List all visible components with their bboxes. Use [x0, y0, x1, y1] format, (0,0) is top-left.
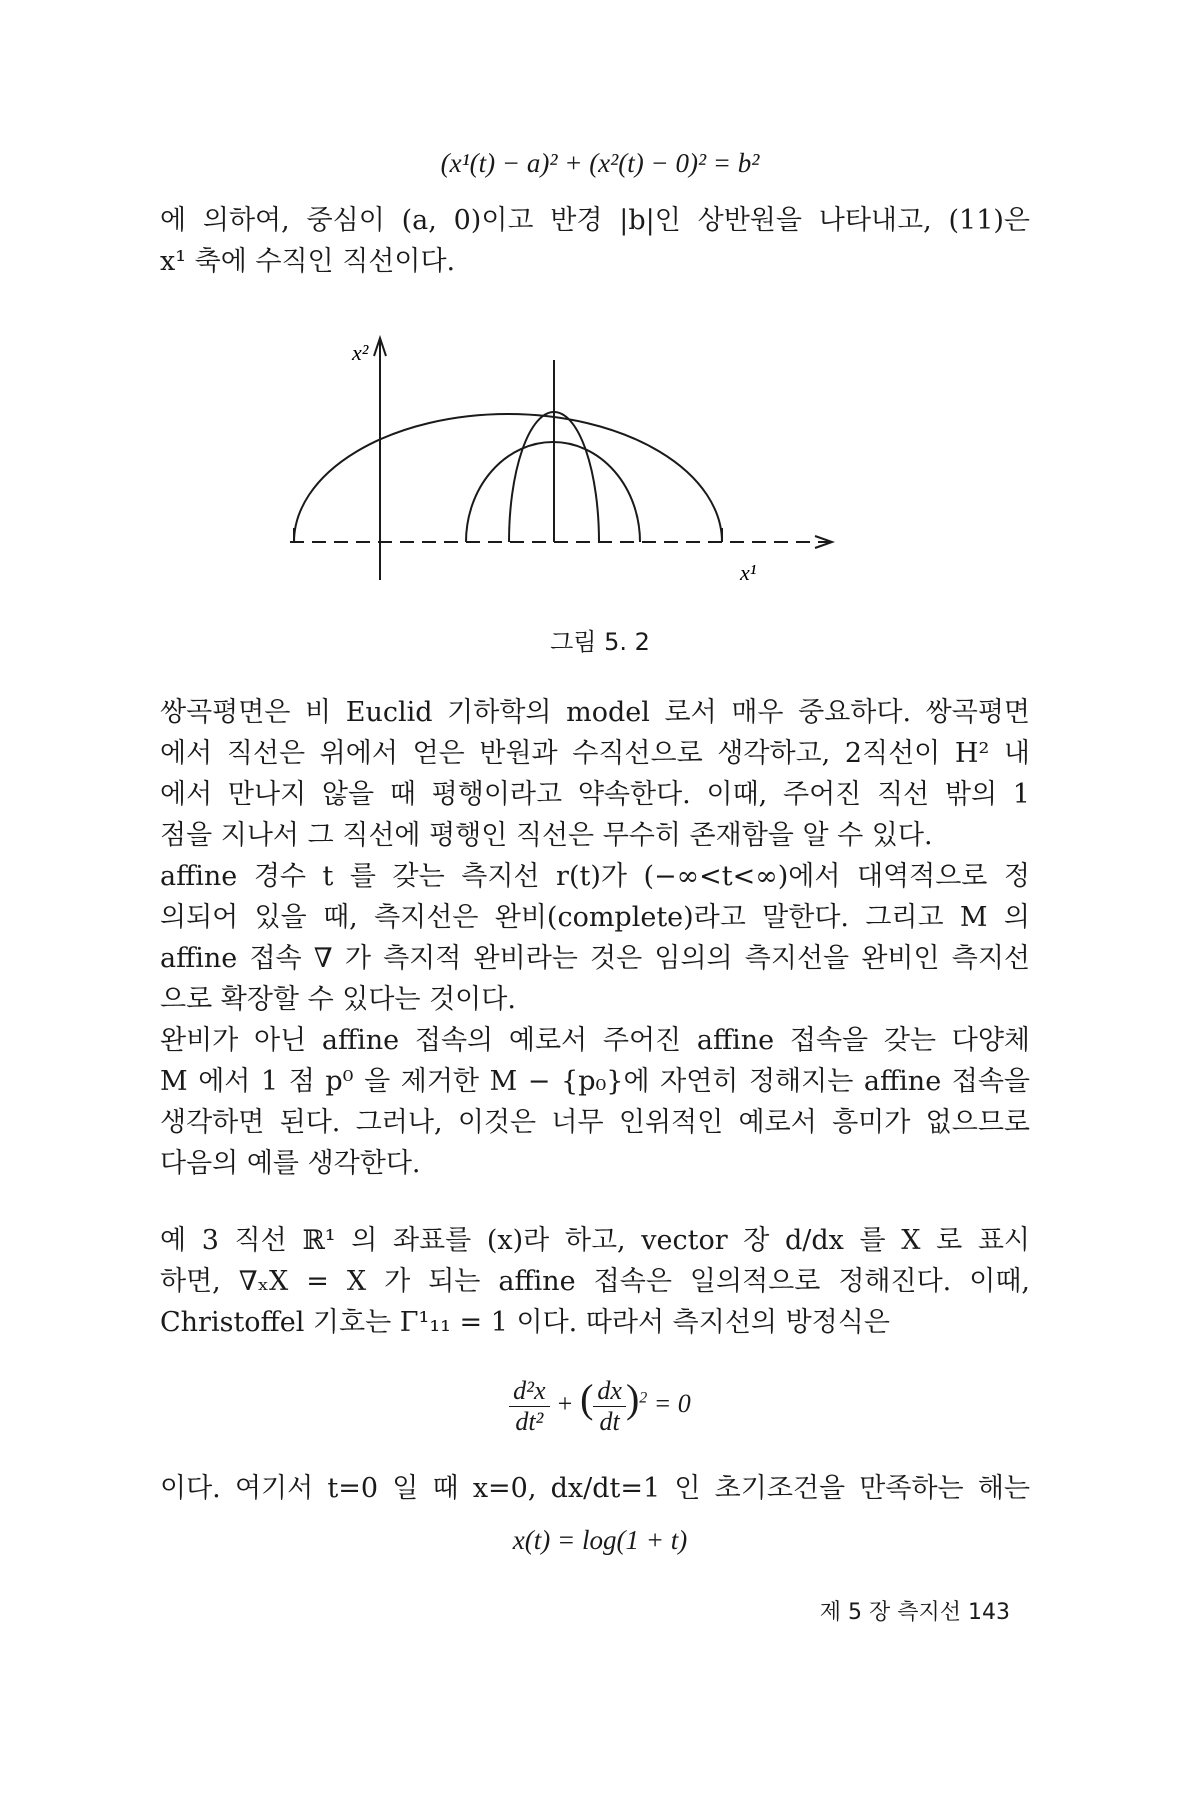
- paragraph-complete: [160, 856, 1030, 1020]
- text-line: 예 3 직선 ℝ¹ 의 좌표를 (x)라 하고, vector 장 d/dx 를 X 로 표시: [160, 1225, 1030, 1256]
- text-line: Christoffel 기호는 Γ¹₁₁ = 1 이다. 따라서 측지선의 방정식은: [160, 1307, 890, 1338]
- paragraph-initial-condition: [160, 1468, 1030, 1509]
- fraction-second-derivative: $\frac{\text{d²x}}{\text{dt²}}$: [509, 1376, 549, 1437]
- text-line: x¹ 축에 수직인 직선이다.: [160, 246, 456, 277]
- text-line: M 에서 1 점 p⁰ 을 제거한 M − {p₀}에 자연히 정해지는 affine 접속을: [160, 1066, 1030, 1097]
- paragraph-semicircle: [160, 200, 1030, 282]
- paragraph-example-3: [160, 1220, 1030, 1343]
- fraction-first-derivative: $\frac{dx}{dt}$: [593, 1376, 626, 1437]
- equation-geodesic: $\frac{\text{d²x}}{\text{dt²}}$ + ( $\frac{dx}{dt}$ )$^2$ = 0: [0, 1375, 1200, 1437]
- text-line: 점을 지나서 그 직선에 평행인 직선은 무수히 존재함을 알 수 있다.: [160, 820, 933, 851]
- figure-caption: 그림 5. 2: [550, 628, 650, 656]
- left-inner-arc: [509, 412, 554, 542]
- big-semicircle: [294, 414, 722, 542]
- paragraph-hyperbolic-plane: [160, 692, 1030, 856]
- text-line: 생각하면 된다. 그러나, 이것은 너무 인위적인 예로서 흥미가 없으므로: [160, 1107, 1030, 1138]
- text-line: 쌍곡평면은 비 Euclid 기하학의 model 로서 매우 중요하다. 쌍곡평면: [160, 697, 1030, 728]
- text-line: 하면, ∇ₓX = X 가 되는 affine 접속은 일의적으로 정해진다. 이때,: [160, 1266, 1030, 1297]
- text-line: 완비가 아닌 affine 접속의 예로서 주어진 affine 접속을 갖는 다양체: [160, 1025, 1030, 1056]
- page-footer: 제 5 장 측지선 143: [819, 1600, 1010, 1625]
- equation-solution: x(t) = log(1 + t): [512, 1525, 688, 1555]
- text-line: 다음의 예를 생각한다.: [160, 1148, 421, 1179]
- x2-label: x²: [352, 340, 369, 365]
- x1-label: x¹: [740, 560, 757, 585]
- text-line: 에서 만나지 않을 때 평행이라고 약속한다. 이때, 주어진 직선 밖의 1: [160, 779, 1030, 810]
- equation-semicircle: (x¹(t) − a)² + (x²(t) − 0)² = b²: [440, 148, 760, 178]
- right-inner-arc: [554, 412, 599, 542]
- figure-hyperbolic-lines: [290, 330, 910, 600]
- text-line: affine 경수 t 를 갖는 측지선 r(t)가 (−∞<t<∞)에서 대역적으로 정: [160, 861, 1030, 892]
- paragraph-incomplete-example: [160, 1020, 1030, 1184]
- text-line: affine 접속 ∇ 가 측지적 완비라는 것은 임의의 측지선을 완비인 측지선: [160, 943, 1030, 974]
- text-line: 에 의하여, 중심이 (a, 0)이고 반경 |b|인 상반원을 나타내고, (11)은: [160, 205, 1030, 236]
- text-line: 에서 직선은 위에서 얻은 반원과 수직선으로 생각하고, 2직선이 H² 내: [160, 738, 1030, 769]
- text-line: 으로 확장할 수 있다는 것이다.: [160, 984, 516, 1015]
- text-line: 이다. 여기서 t=0 일 때 x=0, dx/dt=1 인 초기조건을 만족하는 해는: [160, 1473, 1030, 1504]
- text-line: 의되어 있을 때, 측지선은 완비(complete)라고 말한다. 그리고 M 의: [160, 902, 1030, 933]
